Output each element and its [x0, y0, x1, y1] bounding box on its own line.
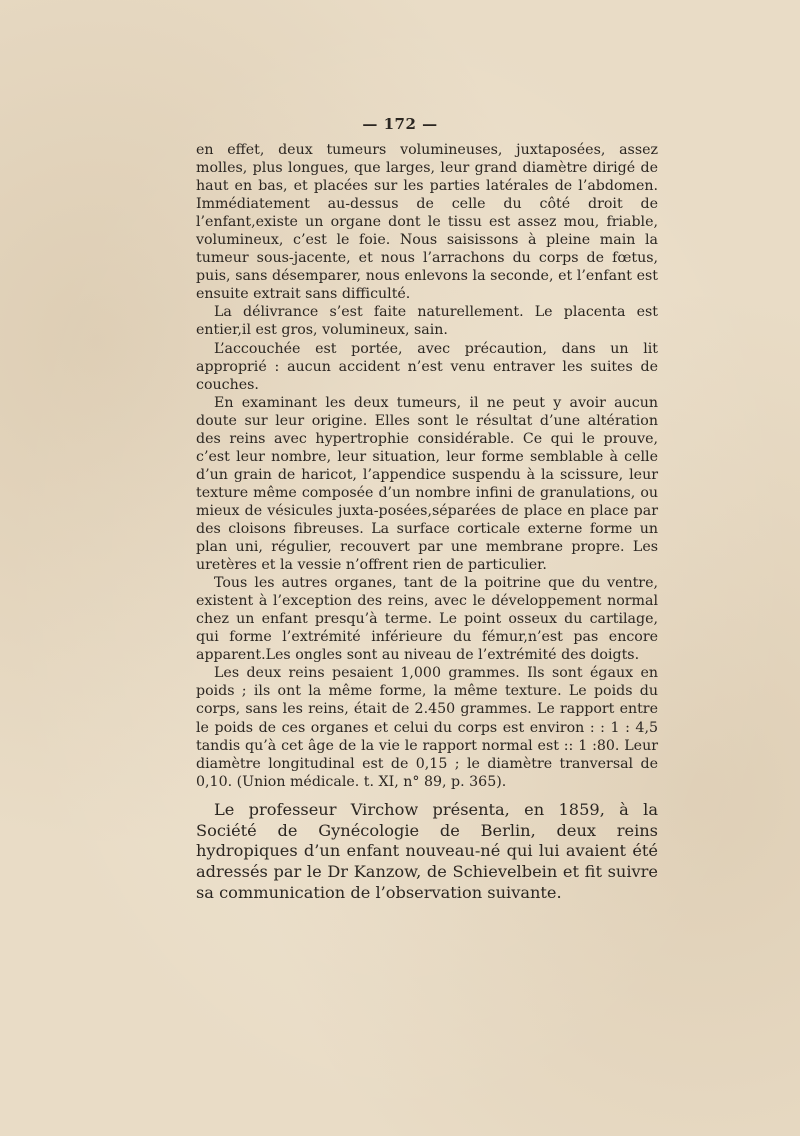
- page-number: — 172 —: [362, 115, 438, 133]
- paragraph-delivrance: La délivrance s’est faite naturellement. Le placenta est entier,il est gros, volumineux, sain.: [196, 304, 658, 339]
- paragraph-organes: Tous les autres organes, tant de la poitrine que du ventre, existent à l’exception des reins, avec le développement normal chez un enfant presqu’à terme. Le point osseux du cartilage, qui forme l’extrémité inférieure du fémur,n’est pas encore apparent.Les ongles sont au niveau de l’extrémité des doigts.: [196, 575, 658, 664]
- body-text: [196, 141, 658, 791]
- closing-text: [196, 800, 658, 904]
- paragraph-tumeurs: en effet, deux tumeurs volumineuses, juxtaposées, assez molles, plus longues, que larges, leur grand diamètre dirigé de haut en bas, et placées sur les parties latérales de l’abdomen. Immédiatement au-dessus de celle du côté droit de l’enfant,existe un organe dont le tissu est assez mou, friable, volumineux, c’est le foie. Nous saisissons à pleine main la tumeur sous-jacente, et nous l’arrachons du corps de fœtus, puis, sans désemparer, nous enlevons la seconde, et l’enfant est ensuite extrait sans difficulté.: [196, 142, 658, 303]
- paragraph-accouchee: L’accouchée est portée, avec précaution, dans un lit approprié : aucun accident n’est venu entraver les suites de couches.: [196, 340, 658, 393]
- paragraph-reins-poids: Les deux reins pesaient 1,000 grammes. Ils sont égaux en poids ; ils ont la même forme, la même texture. Le poids du corps, sans les reins, était de 2.450 grammes. Le rapport entre le poids de ces organes et celui du corps est environ : : 1 : 4,5 tandis qu’à cet âge de la vie le rapport normal est :: 1 :80. Leur diamètre longitudinal est de 0,15 ; le diamètre tranversal de 0,10. (Union médicale. t. XI, n° 89, p. 365).: [196, 665, 658, 790]
- paragraph-examen: En examinant les deux tumeurs, il ne peut y avoir aucun doute sur leur origine. Elles sont le résultat d’une altération des reins avec hypertrophie considérable. Ce qui le prouve, c’est leur nombre, leur situation, leur forme semblable à celle d’un grain de haricot, l’appendice suspendu à la scissure, leur texture même composée d’un nombre infini de granulations, ou mieux de vésicules juxta-posées,séparées de place en place par des cloisons fibreuses. La surface corticale externe forme un plan uni, régulier, recouvert par une membrane propre. Les uretères et la vessie n’offrent rien de particulier.: [196, 394, 658, 574]
- paragraph-virchow: Le professeur Virchow présenta, en 1859, à la Société de Gynécologie de Berlin, deux reins hydropiques d’un enfant nouveau-né qui lui avaient été adressés par le Dr Kanzow, de Schievelbein et fit suivre sa communication de l’observation suivante.: [196, 800, 658, 902]
